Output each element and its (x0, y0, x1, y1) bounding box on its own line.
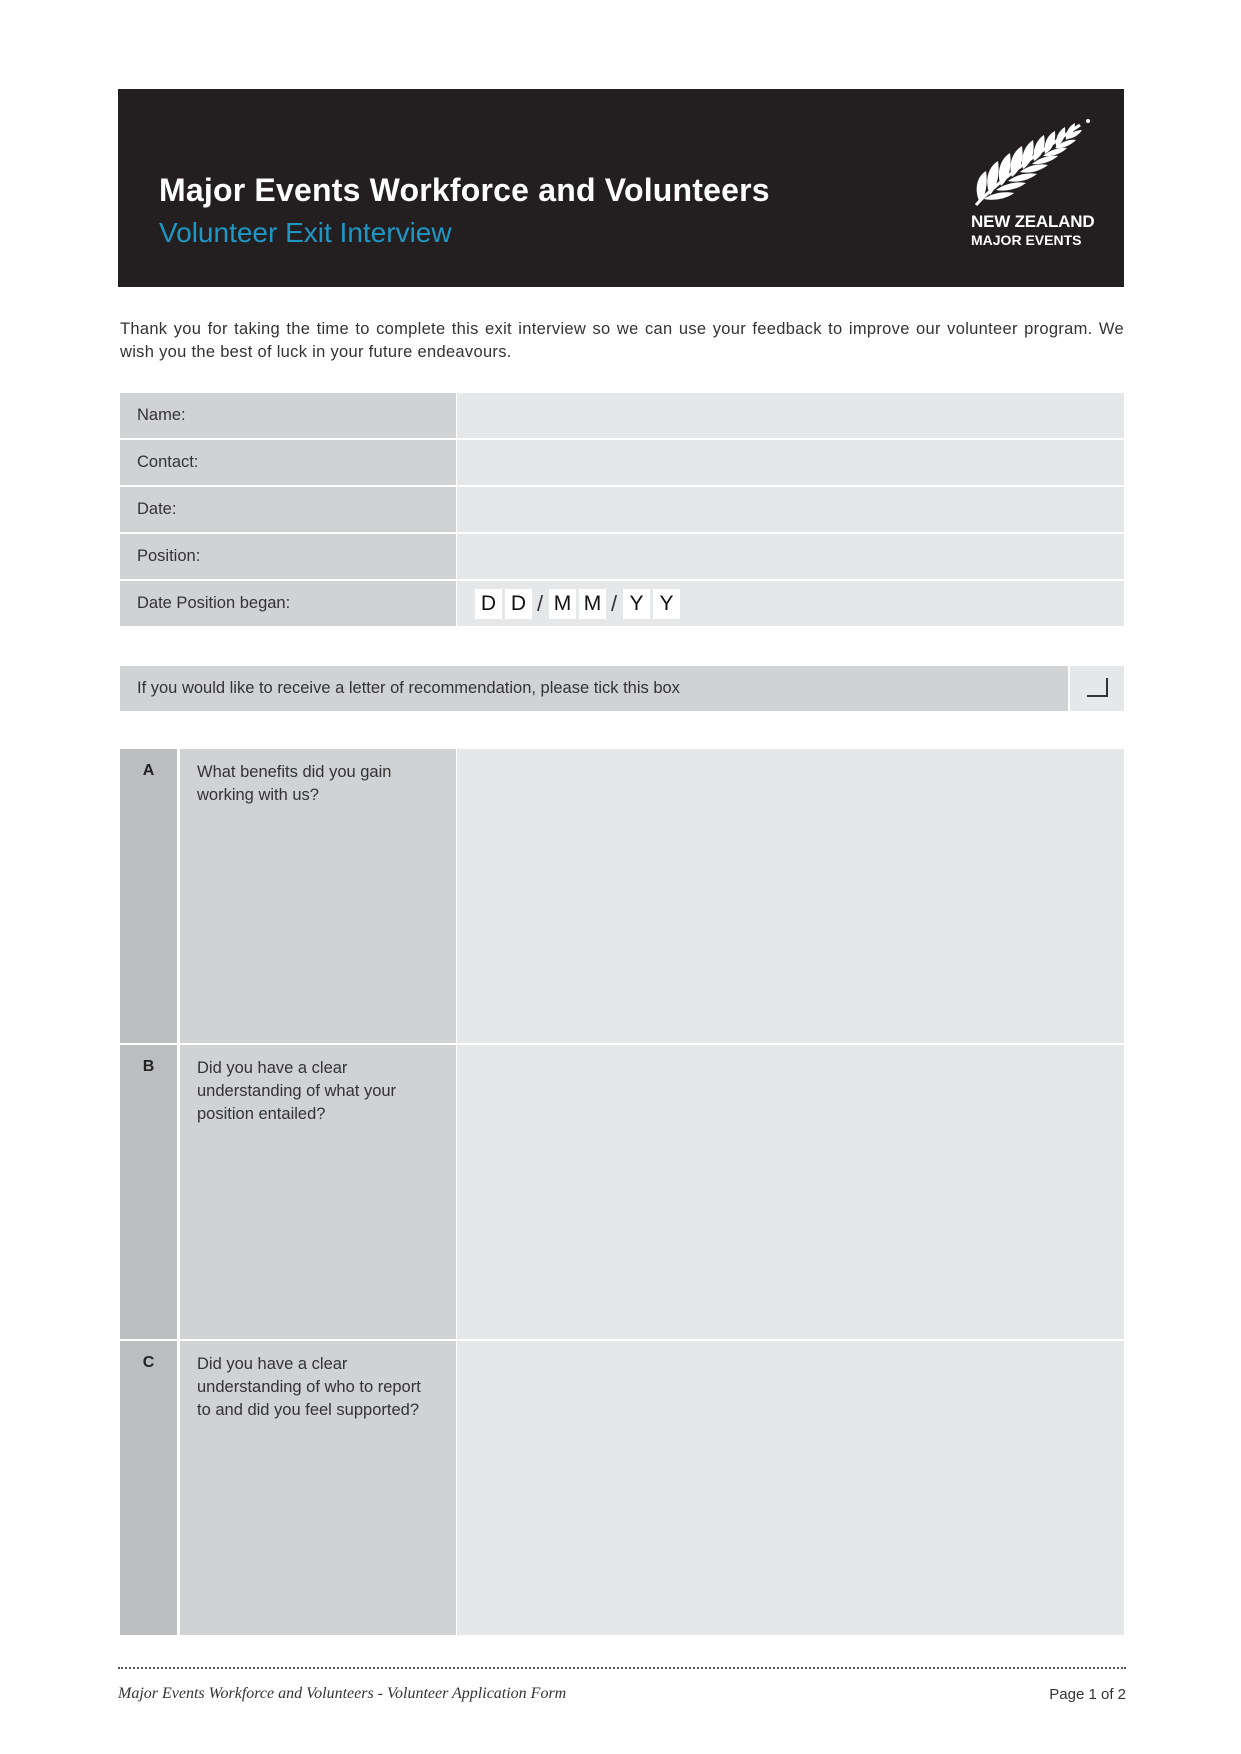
contact-row (120, 440, 1124, 485)
checkbox-icon (1087, 678, 1108, 697)
intro-paragraph: Thank you for taking the time to complete this exit interview so we can use your feedback to improve our volunteer program. We wish you the best of luck in your future endeavours. (120, 320, 1124, 361)
nz-major-events-logo (970, 117, 1100, 257)
date-boxes (475, 590, 683, 618)
year-digit-2[interactable]: Y (653, 589, 680, 619)
footer-divider (118, 1667, 1126, 1669)
month-digit-1[interactable]: M (549, 589, 576, 619)
date-row (120, 487, 1124, 532)
logo-text-new-zealand: NEW ZEALAND (971, 212, 1095, 231)
name-label: Name: (120, 393, 456, 438)
question-b (120, 1045, 1124, 1339)
answer-field-b[interactable] (457, 1045, 1124, 1339)
contact-label: Contact: (120, 440, 456, 485)
question-letter: B (120, 1045, 177, 1339)
question-c (120, 1341, 1124, 1635)
question-letter: A (120, 749, 177, 1043)
header-banner (118, 89, 1124, 287)
page-title: Major Events Workforce and Volunteers (159, 172, 770, 208)
recommendation-checkbox[interactable] (1070, 666, 1124, 711)
question-text: What benefits did you gain working with us? (180, 749, 456, 1043)
date-position-began-label: Date Position began: (120, 581, 456, 626)
day-digit-1[interactable]: D (475, 589, 502, 619)
page-number: Page 1 of 2 (1049, 1686, 1126, 1703)
name-field[interactable] (457, 393, 1124, 438)
questions-table (120, 749, 1124, 1637)
recommendation-label: If you would like to receive a letter of recommendation, please tick this box (120, 666, 1068, 711)
name-row (120, 393, 1124, 438)
date-position-began-row (120, 581, 1124, 626)
day-digit-2[interactable]: D (505, 589, 532, 619)
position-field[interactable] (457, 534, 1124, 579)
month-digit-2[interactable]: M (579, 589, 606, 619)
question-text: Did you have a clear understanding of who to report to and did you feel supported? (180, 1341, 456, 1635)
recommendation-row (120, 666, 1124, 711)
position-row (120, 534, 1124, 579)
date-separator: / (536, 591, 544, 616)
date-label: Date: (120, 487, 456, 532)
silver-fern-icon (970, 117, 1100, 212)
question-text: Did you have a clear understanding of what your position entailed? (180, 1045, 456, 1339)
footer-form-title: Major Events Workforce and Volunteers - Volunteer Application Form (118, 1685, 567, 1702)
position-label: Position: (120, 534, 456, 579)
date-field[interactable] (457, 487, 1124, 532)
logo-text-major-events: MAJOR EVENTS (971, 232, 1082, 248)
question-a (120, 749, 1124, 1043)
answer-field-a[interactable] (457, 749, 1124, 1043)
date-separator: / (610, 591, 618, 616)
page-subtitle: Volunteer Exit Interview (159, 217, 452, 248)
date-position-began-field (457, 581, 1124, 626)
answer-field-c[interactable] (457, 1341, 1124, 1635)
question-letter: C (120, 1341, 177, 1635)
year-digit-1[interactable]: Y (623, 589, 650, 619)
details-table (120, 393, 1124, 628)
contact-field[interactable] (457, 440, 1124, 485)
